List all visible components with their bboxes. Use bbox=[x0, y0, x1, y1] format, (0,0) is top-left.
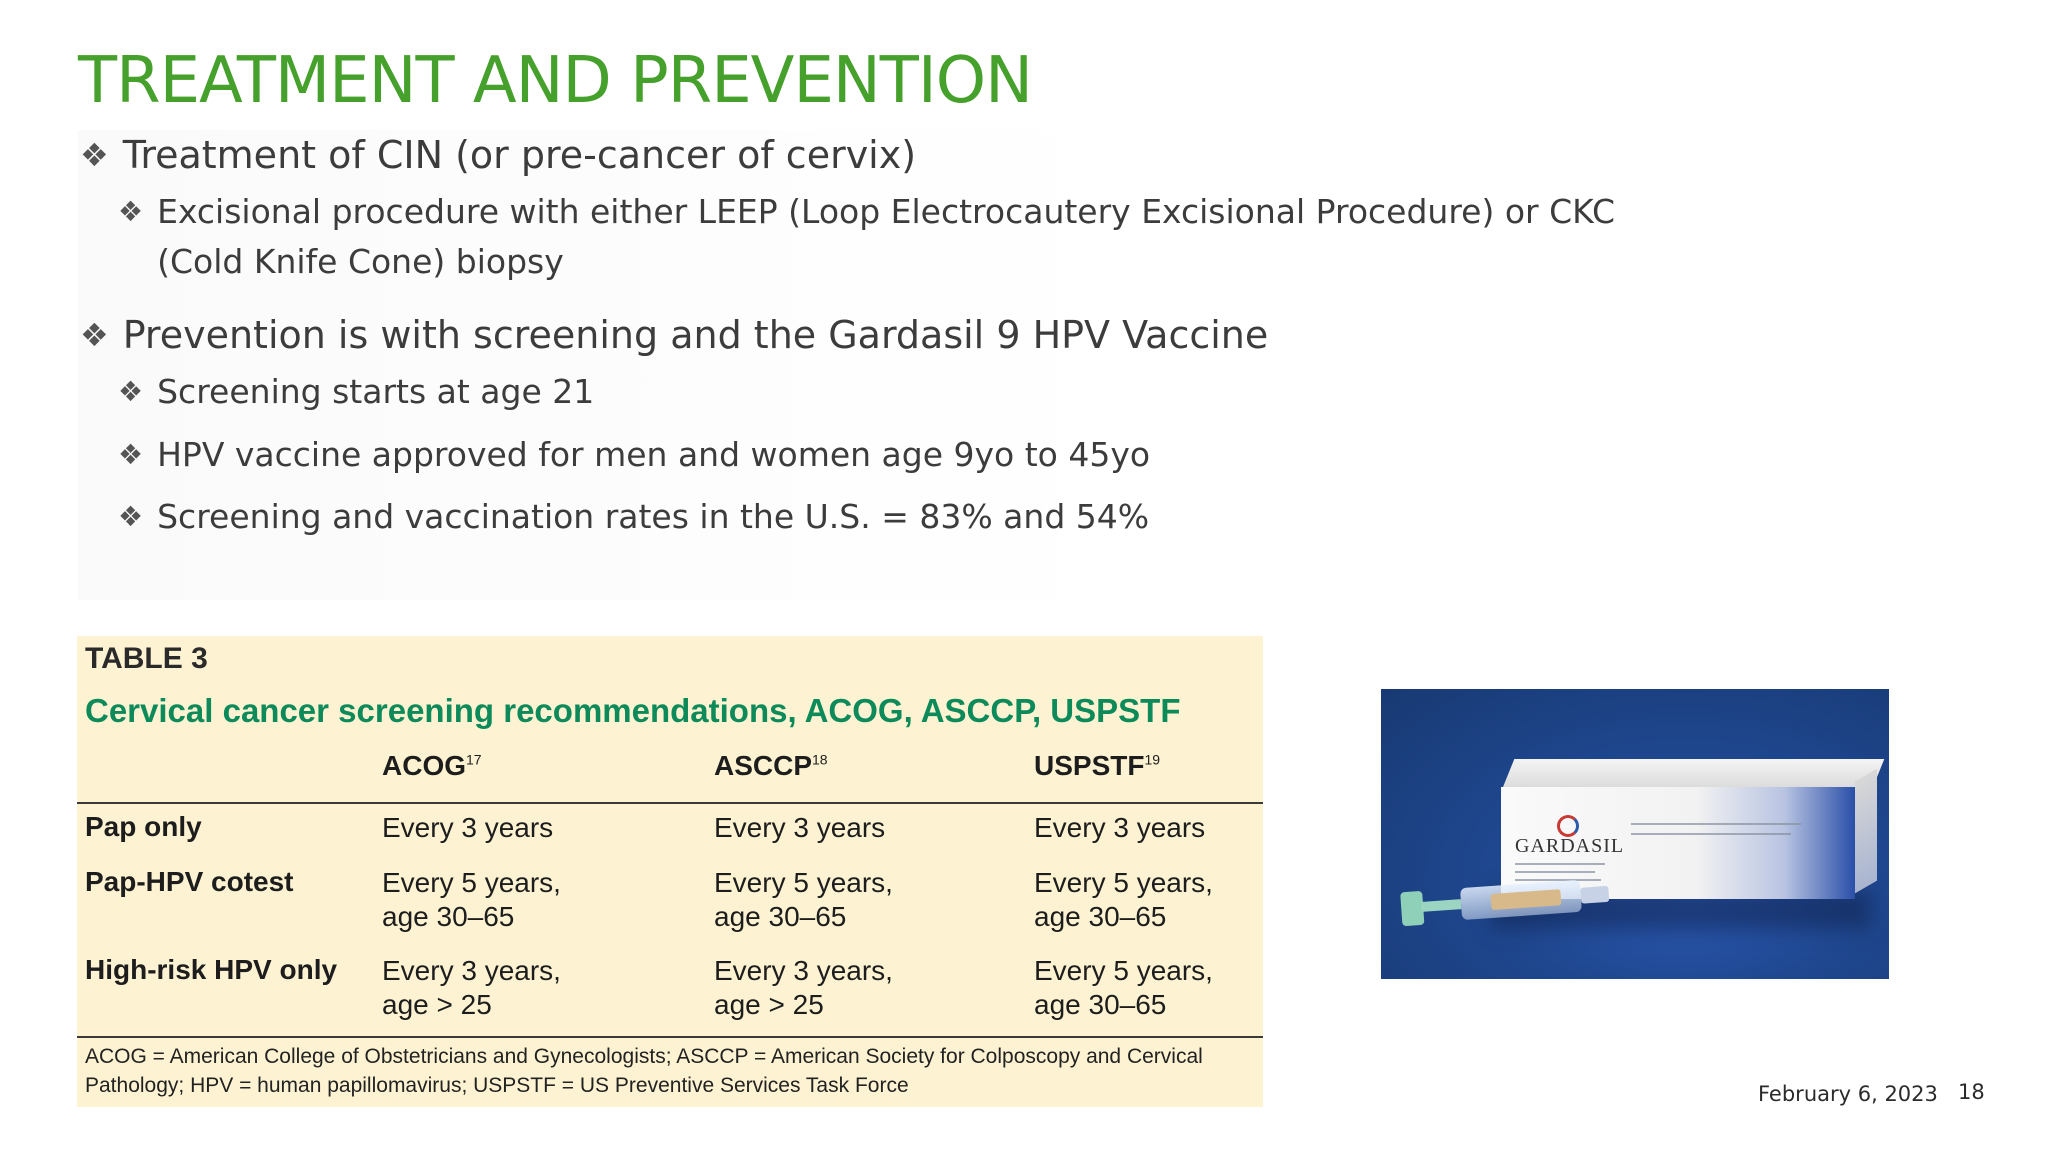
fine-print-line bbox=[1631, 833, 1791, 835]
sub-bullet-rates bbox=[118, 492, 1678, 542]
footer-rule bbox=[77, 1036, 1263, 1038]
column-name: ASCCP bbox=[714, 750, 813, 781]
vaccine-box-side bbox=[1855, 769, 1877, 894]
diamond-bullet-icon: ❖ bbox=[80, 136, 109, 174]
table-cell: Every 5 years, age 30–65 bbox=[1034, 955, 1213, 1020]
bullet-text: Excisional procedure with either LEEP (Loop Electrocautery Excisional Procedure) or CKC (Cold Knife Cone) biopsy bbox=[157, 192, 1615, 281]
column-header-uspstf bbox=[1034, 750, 1160, 782]
column-header-acog bbox=[382, 750, 482, 782]
table-cell: Every 3 years bbox=[382, 812, 554, 843]
row-label-cotest: Pap-HPV cotest bbox=[85, 866, 294, 897]
sub-bullet-excisional bbox=[118, 187, 1678, 287]
column-ref: 17 bbox=[466, 751, 482, 768]
table-cell: Every 3 years, age > 25 bbox=[382, 955, 561, 1020]
fine-print-line bbox=[1631, 823, 1801, 825]
page-number: 18 bbox=[1958, 1080, 1985, 1104]
bullet-text: Prevention is with screening and the Gardasil 9 HPV Vaccine bbox=[122, 313, 1269, 357]
column-name: USPSTF bbox=[1034, 750, 1145, 781]
bullet-treatment bbox=[80, 130, 916, 180]
bullet-text: Screening and vaccination rates in the U.S. = 83% and 54% bbox=[157, 497, 1150, 536]
column-ref: 19 bbox=[1144, 751, 1161, 768]
bullet-prevention bbox=[80, 310, 1268, 360]
bullet-text: Treatment of CIN (or pre-cancer of cervix) bbox=[122, 133, 917, 177]
header-rule bbox=[77, 802, 1263, 804]
table-cell: Every 3 years, age > 25 bbox=[714, 955, 893, 1020]
diamond-bullet-icon: ❖ bbox=[118, 195, 144, 228]
bullet-text: HPV vaccine approved for men and women age 9yo to 45yo bbox=[157, 435, 1151, 474]
table-cell: Every 3 years bbox=[714, 812, 886, 843]
table-cell: Every 3 years bbox=[1034, 812, 1206, 843]
table-label: TABLE 3 bbox=[85, 642, 208, 675]
vaccine-brand: GARDASIL bbox=[1515, 835, 1625, 857]
sub-bullet-screening-age bbox=[118, 367, 1678, 417]
gardasil-vaccine-photo bbox=[1381, 689, 1889, 979]
column-name: ACOG bbox=[382, 750, 466, 781]
syringe-tip bbox=[1580, 886, 1609, 904]
diamond-bullet-icon: ❖ bbox=[118, 500, 144, 533]
screening-table bbox=[77, 636, 1263, 1107]
table-title: Cervical cancer screening recommendations, ACOG, ASCCP, USPSTF bbox=[85, 692, 1181, 729]
slide-title: TREATMENT AND PREVENTION bbox=[78, 44, 1032, 118]
column-ref: 18 bbox=[812, 751, 828, 768]
syringe-rod bbox=[1421, 899, 1462, 912]
diamond-bullet-icon: ❖ bbox=[118, 438, 144, 471]
row-label-hpv-only: High-risk HPV only bbox=[85, 954, 338, 985]
gardasil-logo-icon bbox=[1557, 815, 1579, 837]
fine-print-line bbox=[1515, 863, 1605, 865]
bullet-list bbox=[78, 130, 1998, 600]
table-cell: Every 5 years, age 30–65 bbox=[714, 867, 893, 932]
diamond-bullet-icon: ❖ bbox=[118, 375, 144, 408]
row-label-pap-only: Pap only bbox=[85, 811, 202, 842]
table-cell: Every 5 years, age 30–65 bbox=[1034, 867, 1213, 932]
vaccine-box-top bbox=[1503, 759, 1884, 787]
bullet-text: Screening starts at age 21 bbox=[157, 372, 595, 411]
table-footnote: ACOG = American College of Obstetricians and Gynecologists; ASCCP = American Society for Colposcopy and Cervical Pathology; HPV = human papillomavirus; USPSTF = US Preventive Services Task Force bbox=[85, 1045, 1203, 1097]
diamond-bullet-icon: ❖ bbox=[80, 316, 109, 354]
sub-bullet-vaccine-age bbox=[118, 430, 1678, 480]
footer-date: February 6, 2023 bbox=[1758, 1082, 1938, 1106]
table-cell: Every 5 years, age 30–65 bbox=[382, 867, 561, 932]
column-header-asccp bbox=[714, 750, 828, 782]
